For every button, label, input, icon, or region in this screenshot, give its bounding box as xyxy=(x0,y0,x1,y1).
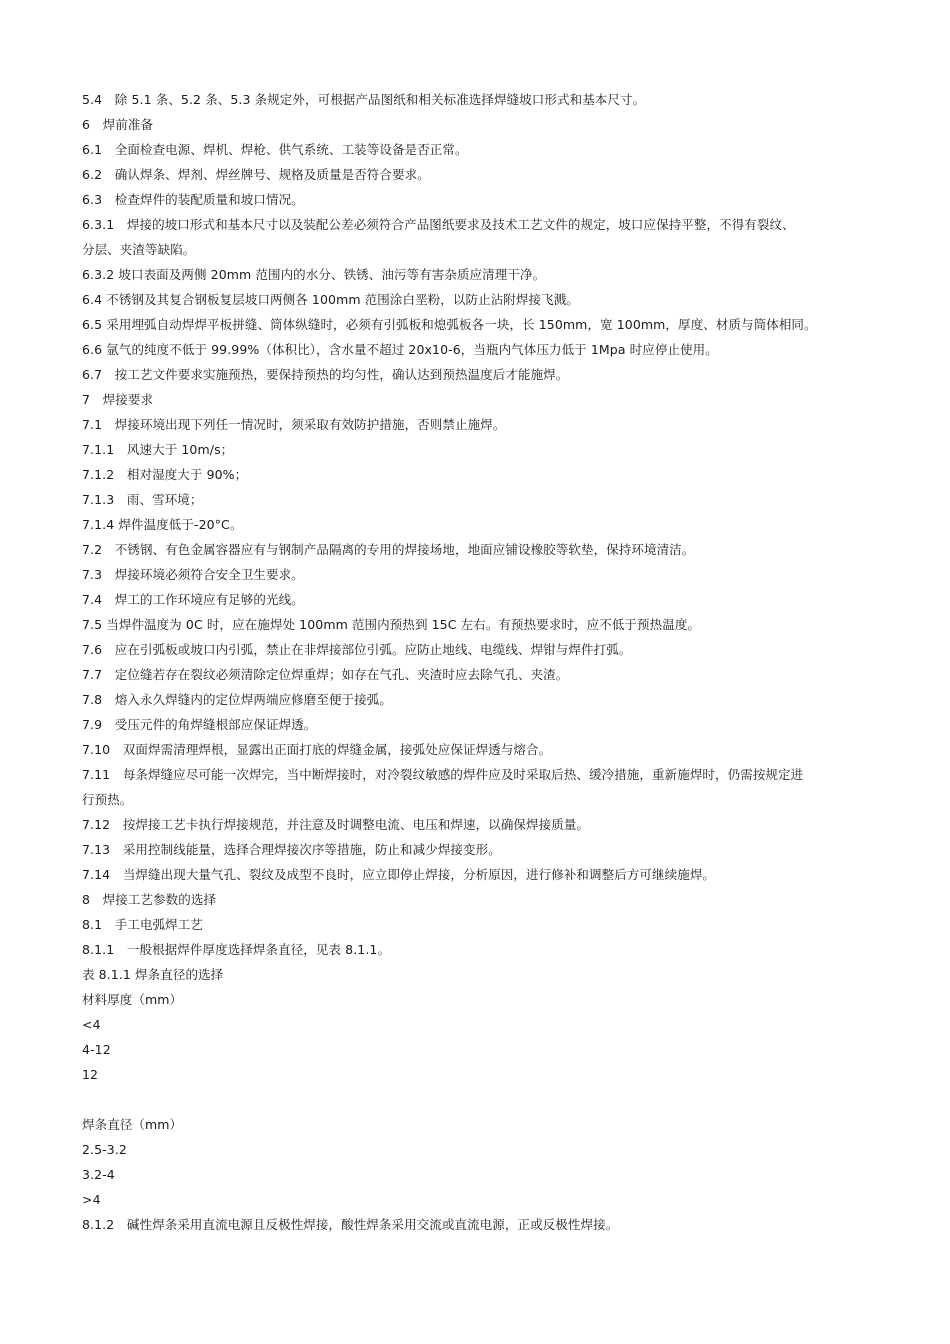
clause-7-8: 7.8 熔入永久焊缝内的定位焊两端应修磨至便于接弧。 xyxy=(82,692,392,707)
table-caption: 表 8.1.1 焊条直径的选择 xyxy=(82,967,224,982)
clause-7-6: 7.6 应在引弧板或坡口内引弧，禁止在非焊接部位引弧。应防止地线、电缆线、焊钳与焊件打弧。 xyxy=(82,642,632,657)
clause-7-4: 7.4 焊工的工作环境应有足够的光线。 xyxy=(82,592,304,607)
table-cell-thickness-2: 4-12 xyxy=(82,1042,111,1057)
clause-6-3-2: 6.3.2 坡口表面及两侧 20mm 范围内的水分、铁锈、油污等有害杂质应清理干净。 xyxy=(82,267,546,282)
table-header-thickness: 材料厚度（mm） xyxy=(82,992,183,1007)
clause-7-11-continued: 行预热。 xyxy=(82,792,133,807)
table-header-diameter: 焊条直径（mm） xyxy=(82,1117,183,1132)
clause-7-9: 7.9 受压元件的角焊缝根部应保证焊透。 xyxy=(82,717,317,732)
clause-7-3: 7.3 焊接环境必须符合安全卫生要求。 xyxy=(82,567,304,582)
table-cell-diameter-3: >4 xyxy=(82,1192,101,1207)
clause-7-14: 7.14 当焊缝出现大量气孔、裂纹及成型不良时，应立即停止焊接，分析原因，进行修补和调整后方可继续施焊。 xyxy=(82,867,716,882)
table-cell-thickness-1: <4 xyxy=(82,1017,101,1032)
clause-7-1-2: 7.1.2 相对湿度大于 90%； xyxy=(82,467,248,482)
clause-6-3: 6.3 检查焊件的装配质量和坡口情况。 xyxy=(82,192,304,207)
section-6-heading: 6 焊前准备 xyxy=(82,117,154,132)
clause-7-7: 7.7 定位缝若存在裂纹必须清除定位焊重焊；如存在气孔、夹渣时应去除气孔、夹渣。 xyxy=(82,667,569,682)
clause-7-12: 7.12 按焊接工艺卡执行焊接规范，并注意及时调整电流、电压和焊速，以确保焊接质量。 xyxy=(82,817,590,832)
clause-5-4: 5.4 除 5.1 条、5.2 条、5.3 条规定外，可根据产品图纸和相关标准选择焊缝坡口形式和基本尺寸。 xyxy=(82,92,646,107)
clause-7-2: 7.2 不锈钢、有色金属容器应有与钢制产品隔离的专用的焊接场地，地面应铺设橡胶等软垫，保持环境清洁。 xyxy=(82,542,695,557)
table-cell-diameter-2: 3.2-4 xyxy=(82,1167,115,1182)
table-cell-thickness-3: 12 xyxy=(82,1067,99,1082)
clause-6-3-1: 6.3.1 焊接的坡口形式和基本尺寸以及装配公差必须符合产品图纸要求及技术工艺文件的规定，坡口应保持平整，不得有裂纹、 xyxy=(82,217,795,232)
document-body xyxy=(82,90,872,1240)
clause-6-4: 6.4 不锈钢及其复合钢板复层坡口两侧各 100mm 范围涂白垩粉，以防止沾附焊接飞溅。 xyxy=(82,292,579,307)
blank-line xyxy=(82,1090,872,1110)
clause-7-1-4: 7.1.4 焊件温度低于-20°C。 xyxy=(82,517,243,532)
clause-7-10: 7.10 双面焊需清理焊根，显露出正面打底的焊缝金属，接弧处应保证焊透与熔合。 xyxy=(82,742,552,757)
clause-6-5: 6.5 采用埋弧自动焊焊平板拼缝、筒体纵缝时，必须有引弧板和熄弧板各一块，长 150mm，宽 100mm，厚度、材质与筒体相同。 xyxy=(82,317,817,332)
clause-7-11: 7.11 每条焊缝应尽可能一次焊完，当中断焊接时，对冷裂纹敏感的焊件应及时采取后热、缓冷措施，重新施焊时，仍需按规定进 xyxy=(82,767,804,782)
clause-6-2: 6.2 确认焊条、焊剂、焊丝牌号、规格及质量是否符合要求。 xyxy=(82,167,430,182)
clause-7-5: 7.5 当焊件温度为 0C 时，应在施焊处 100mm 范围内预热到 15C 左右。有预热要求时，应不低于预热温度。 xyxy=(82,617,701,632)
clause-7-13: 7.13 采用控制线能量，选择合理焊接次序等措施，防止和减少焊接变形。 xyxy=(82,842,501,857)
section-7-heading: 7 焊接要求 xyxy=(82,392,154,407)
clause-8-1-1: 8.1.1 一般根据焊件厚度选择焊条直径，见表 8.1.1。 xyxy=(82,942,391,957)
clause-8-1-2: 8.1.2 碱性焊条采用直流电源且反极性焊接，酸性焊条采用交流或直流电源，正或反极性焊接。 xyxy=(82,1217,619,1232)
clause-6-7: 6.7 按工艺文件要求实施预热，要保持预热的均匀性，确认达到预热温度后才能施焊。 xyxy=(82,367,569,382)
section-8-heading: 8 焊接工艺参数的选择 xyxy=(82,892,217,907)
clause-7-1-1: 7.1.1 风速大于 10m/s； xyxy=(82,442,234,457)
clause-6-3-1-continued: 分层、夹渣等缺陷。 xyxy=(82,242,196,257)
clause-6-6: 6.6 氩气的纯度不低于 99.99%（体积比），含水量不超过 20x10-6，当瓶内气体压力低于 1Mpa 时应停止使用。 xyxy=(82,342,718,357)
clause-7-1: 7.1 焊接环境出现下列任一情况时，须采取有效防护措施，否则禁止施焊。 xyxy=(82,417,506,432)
clause-7-1-3: 7.1.3 雨、雪环境； xyxy=(82,492,203,507)
clause-6-1: 6.1 全面检查电源、焊机、焊枪、供气系统、工装等设备是否正常。 xyxy=(82,142,468,157)
table-cell-diameter-1: 2.5-3.2 xyxy=(82,1142,127,1157)
clause-8-1: 8.1 手工电弧焊工艺 xyxy=(82,917,203,932)
